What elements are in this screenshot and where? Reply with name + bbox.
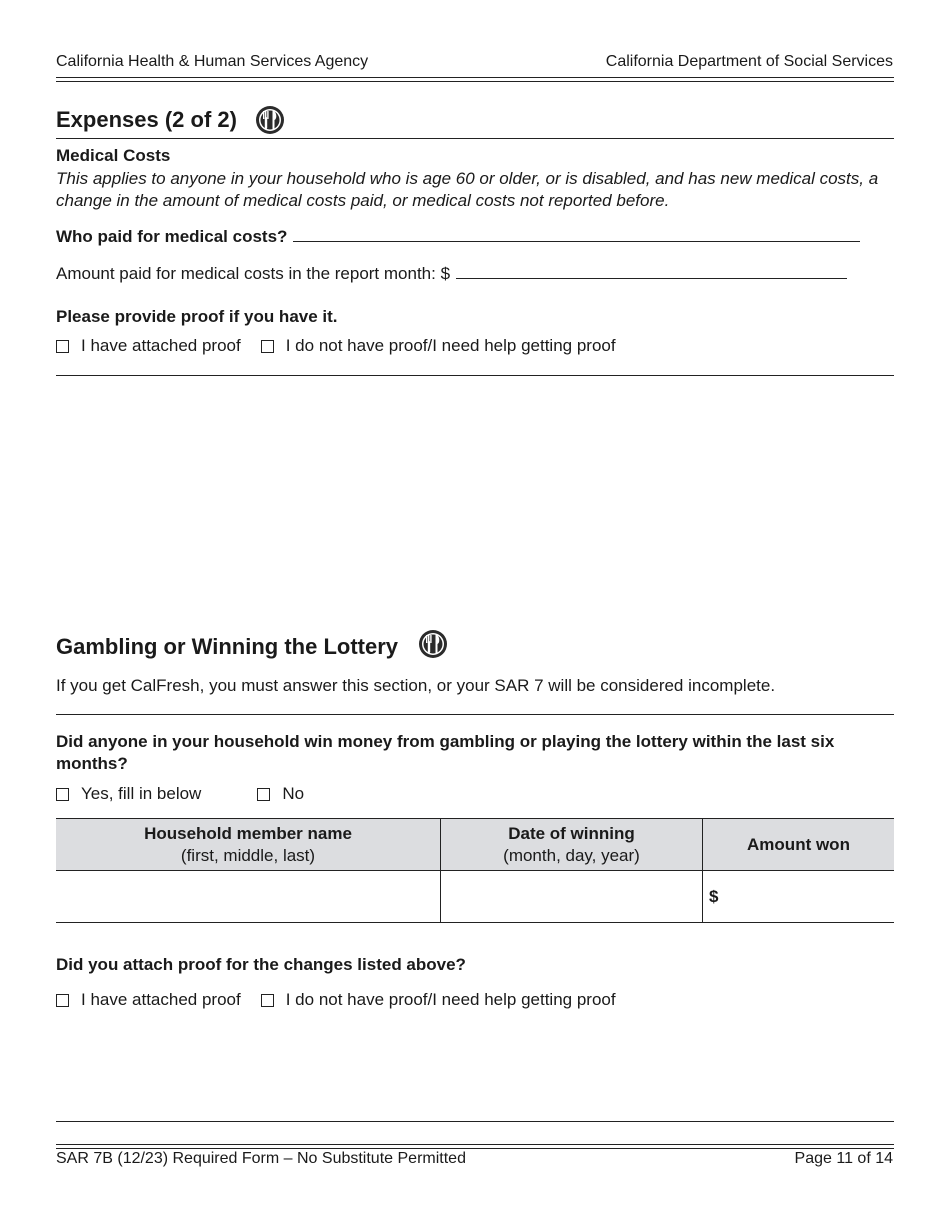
who-paid-label: Who paid for medical costs?: [56, 227, 288, 246]
checkbox-label: No: [282, 784, 305, 803]
winnings-table: [56, 818, 894, 923]
who-paid-field[interactable]: [293, 226, 860, 242]
date-of-winning-cell[interactable]: [441, 871, 703, 923]
department-name: California Department of Social Services: [605, 53, 893, 70]
expenses-title-rule: [56, 138, 894, 139]
medical-costs-description: This applies to anyone in your household who is age 60 or older, or is disabled, and has new medical costs, a change in the amount of medical costs paid, or medical costs not reported before.: [56, 169, 879, 210]
gambling-no-option[interactable]: [257, 783, 304, 805]
column-header-member-name: [56, 819, 441, 871]
amount-paid-row: [56, 263, 847, 285]
checkbox-label: I do not have proof/I need help getting proof: [285, 990, 616, 1009]
column-header-date: [441, 819, 703, 871]
medical-costs-heading: Medical Costs: [56, 146, 171, 165]
expenses-proof-attached-option[interactable]: [56, 335, 241, 357]
checkbox-label: Yes, fill in below: [81, 784, 202, 803]
checkbox[interactable]: [261, 994, 274, 1007]
amount-paid-label: Amount paid for medical costs in the report month: $: [56, 264, 451, 283]
column-header-sub: (first, middle, last): [180, 845, 316, 865]
proof-prompt: Please provide proof if you have it.: [56, 307, 338, 326]
header-divider: [56, 77, 894, 82]
gambling-intro-rule: [56, 714, 894, 715]
gambling-yes-option[interactable]: [56, 783, 201, 805]
checkbox[interactable]: [56, 994, 69, 1007]
gambling-proof-attached-option[interactable]: [56, 989, 241, 1011]
table-header-row: [56, 819, 894, 871]
amount-paid-field[interactable]: [456, 263, 847, 279]
expenses-proof-options: [56, 335, 616, 357]
expenses-section-title: [56, 105, 285, 135]
column-header-sub: (month, day, year): [503, 845, 640, 865]
checkbox-label: I have attached proof: [81, 990, 241, 1009]
gambling-proof-question: Did you attach proof for the changes listed above?: [56, 955, 466, 974]
checkbox[interactable]: [56, 340, 69, 353]
table-row: [56, 871, 894, 923]
who-paid-row: [56, 226, 860, 248]
amount-won-cell[interactable]: [703, 871, 895, 923]
checkbox-label: I do not have proof/I need help getting proof: [285, 336, 616, 355]
checkbox[interactable]: [261, 340, 274, 353]
gambling-section-title: [56, 628, 448, 660]
column-header-main: Amount won: [747, 834, 850, 854]
checkbox-label: I have attached proof: [81, 336, 241, 355]
column-header-amount: [703, 819, 895, 871]
calfresh-food-icon: [255, 105, 285, 135]
dollar-sign: $: [709, 886, 719, 906]
page-number: Page 11 of 14: [794, 1150, 893, 1167]
checkbox[interactable]: [257, 788, 270, 801]
gambling-question: Did anyone in your household win money from gambling or playing the lottery within the last six months?: [56, 732, 835, 773]
form-id: SAR 7B (12/23) Required Form – No Substitute Permitted: [56, 1150, 466, 1167]
calfresh-food-icon: [418, 629, 448, 659]
column-header-main: Date of winning: [508, 823, 635, 843]
agency-name: California Health & Human Services Agency: [56, 53, 369, 70]
gambling-answer-options: [56, 783, 304, 805]
expenses-proof-none-option[interactable]: [261, 335, 616, 357]
expenses-section-end-rule: [56, 375, 894, 376]
checkbox[interactable]: [56, 788, 69, 801]
gambling-intro: If you get CalFresh, you must answer this section, or your SAR 7 will be considered incomplete.: [56, 676, 776, 695]
gambling-title-text: Gambling or Winning the Lottery: [56, 634, 399, 659]
footer-divider: [56, 1144, 894, 1149]
gambling-proof-options: [56, 989, 616, 1011]
expenses-title-text: Expenses (2 of 2): [56, 107, 237, 132]
column-header-main: Household member name: [144, 823, 352, 843]
footer-top-rule: [56, 1121, 894, 1122]
gambling-proof-none-option[interactable]: [261, 989, 616, 1011]
member-name-cell[interactable]: [56, 871, 441, 923]
